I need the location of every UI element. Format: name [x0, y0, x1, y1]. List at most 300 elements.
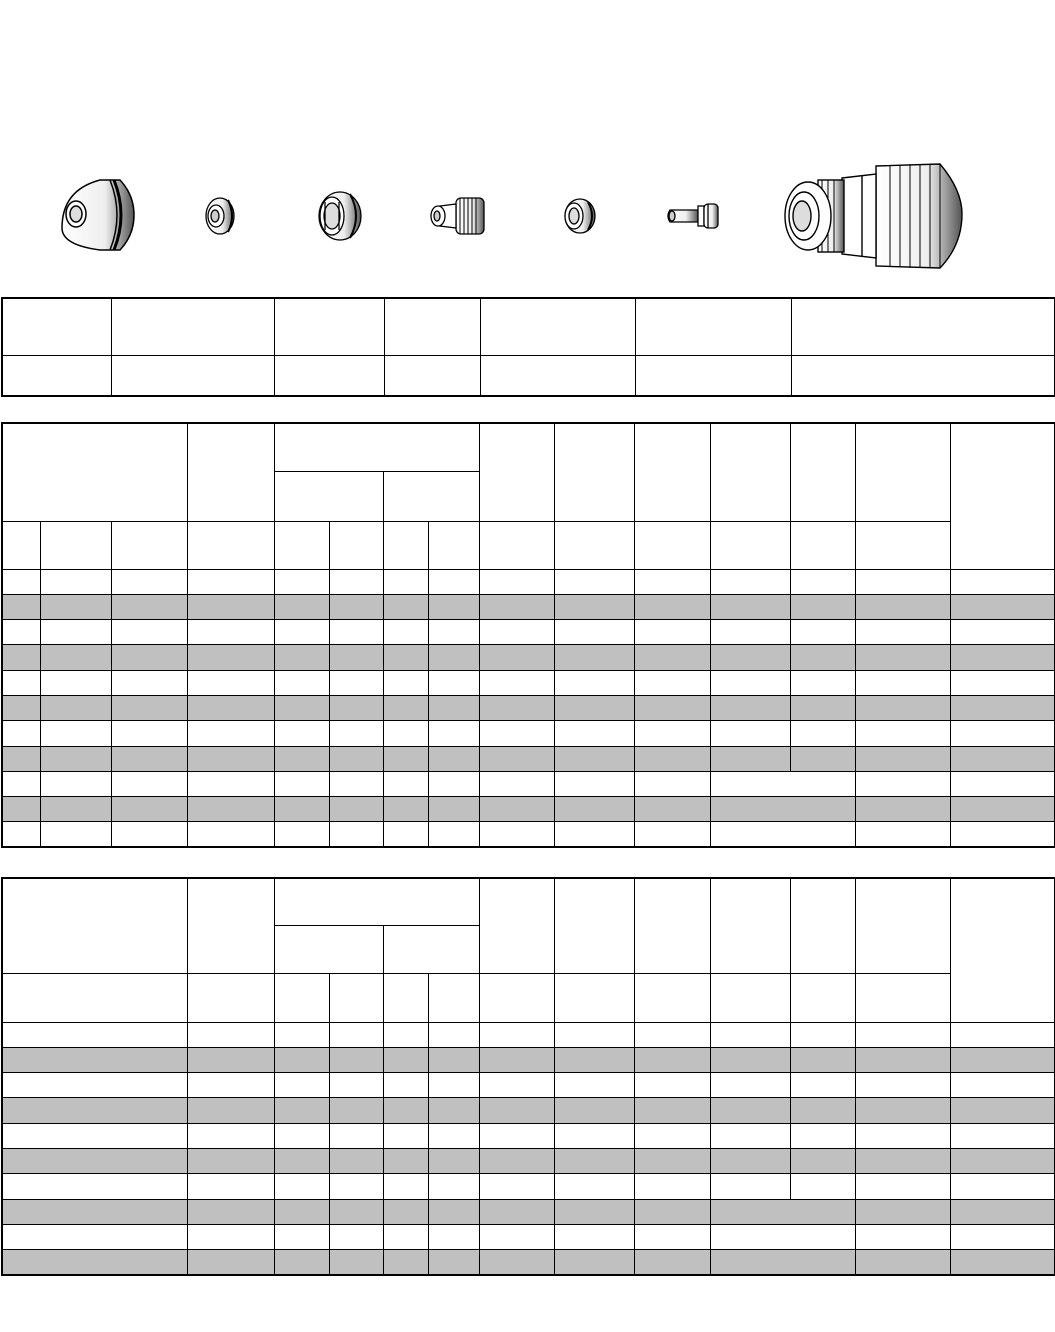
table-cell: [634, 670, 710, 695]
part-number-cell: [384, 355, 480, 396]
table-cell: [40, 670, 111, 695]
table-cell: [634, 1250, 710, 1275]
table-cell: [383, 620, 428, 645]
table-cell: [634, 822, 710, 847]
table-cell: [274, 620, 329, 645]
table-cell: [329, 1098, 383, 1123]
table-cell: [383, 1047, 428, 1072]
table-cell: [710, 645, 790, 670]
part-number-cell: [635, 355, 791, 396]
table-cell: [274, 645, 329, 670]
header-cell: [480, 298, 635, 355]
header-cell: [710, 878, 790, 973]
header-cell: [329, 521, 383, 569]
table-cell: [950, 670, 1055, 695]
table-cell: [111, 746, 187, 771]
table-cell: [855, 721, 950, 746]
table-cell: [710, 1199, 855, 1224]
table-cell: [950, 822, 1055, 847]
table-cell: [479, 721, 554, 746]
table-cell: [554, 1174, 634, 1199]
table-cell: [329, 620, 383, 645]
table-cell: [710, 1047, 790, 1072]
table-cell: [187, 1148, 274, 1173]
table-cell: [950, 569, 1055, 594]
table-cell: [40, 797, 111, 822]
table-cell: [950, 1022, 1055, 1047]
header-cell: [950, 423, 1055, 569]
table-cell: [634, 1123, 710, 1148]
table-row: [2, 1123, 1055, 1148]
table-cell: [187, 569, 274, 594]
table-cell: [2, 721, 40, 746]
table-cell: [2, 1022, 187, 1047]
table-cell: [187, 1224, 274, 1249]
table-cell: [950, 797, 1055, 822]
table-cell: [479, 569, 554, 594]
table-cell: [855, 1073, 950, 1098]
table-cell: [2, 645, 40, 670]
retaining-cap-icon: [319, 192, 361, 240]
table-cell: [40, 746, 111, 771]
table-cell: [554, 771, 634, 796]
header-cell: [274, 878, 479, 925]
table-cell: [274, 1098, 329, 1123]
table-cell: [2, 771, 40, 796]
table-cell: [187, 721, 274, 746]
table-cell: [855, 746, 950, 771]
table-cell: [634, 645, 710, 670]
header-cell: [479, 878, 554, 973]
table-cell: [950, 1224, 1055, 1249]
table-cell: [329, 1047, 383, 1072]
table-cell: [428, 1123, 479, 1148]
header-cell: [2, 973, 187, 1022]
table-cell: [2, 1047, 187, 1072]
table-cell: [2, 1098, 187, 1123]
table-cell: [790, 1098, 855, 1123]
table-cell: [950, 1199, 1055, 1224]
header-cell: [479, 521, 554, 569]
table-cell: [329, 1199, 383, 1224]
table-cell: [710, 670, 790, 695]
table-cell: [2, 1224, 187, 1249]
table-cell: [383, 670, 428, 695]
table-cell: [2, 1073, 187, 1098]
table-row: [2, 1148, 1055, 1173]
header-cell: [428, 521, 479, 569]
table-cell: [383, 797, 428, 822]
torch-body-icon: [785, 164, 962, 268]
table-cell: [40, 594, 111, 619]
table-cell: [554, 695, 634, 720]
table-cell: [187, 620, 274, 645]
table-cell: [634, 1224, 710, 1249]
part-number-cell: [791, 355, 1055, 396]
table-row: [2, 1199, 1055, 1224]
table-cell: [855, 1022, 950, 1047]
table-cell: [479, 670, 554, 695]
header-cell: [274, 298, 384, 355]
table-cell: [329, 721, 383, 746]
table-cell: [790, 620, 855, 645]
table-cell: [274, 1148, 329, 1173]
table-cell: [187, 1250, 274, 1275]
table-cell: [855, 1047, 950, 1072]
table-cell: [479, 1123, 554, 1148]
table-cell: [274, 1123, 329, 1148]
table-row: [2, 721, 1055, 746]
table-row: [2, 797, 1055, 822]
table-cell: [428, 1224, 479, 1249]
header-cell: [2, 298, 111, 355]
table-cell: [274, 1073, 329, 1098]
table-cell: [383, 594, 428, 619]
table-cell: [855, 1174, 950, 1199]
table-cell: [554, 645, 634, 670]
header-cell: [383, 925, 479, 973]
table-cell: [790, 1073, 855, 1098]
table-cell: [329, 569, 383, 594]
table-cell: [187, 1174, 274, 1199]
table-cell: [187, 1047, 274, 1072]
table-cell: [855, 620, 950, 645]
table-cell: [554, 822, 634, 847]
table-cell: [2, 1123, 187, 1148]
table-row: [2, 670, 1055, 695]
part-number-cell: [274, 355, 384, 396]
table-cell: [2, 746, 40, 771]
header-cell: [383, 521, 428, 569]
header-cell: [635, 298, 791, 355]
table-cell: [329, 1073, 383, 1098]
table-cell: [855, 569, 950, 594]
table-cell: [40, 771, 111, 796]
table-cell: [274, 1250, 329, 1275]
table-cell: [383, 1073, 428, 1098]
table-row: [2, 695, 1055, 720]
table-cell: [855, 1148, 950, 1173]
table-cell: [634, 1047, 710, 1072]
header-cell: [855, 521, 950, 569]
table-cell: [855, 645, 950, 670]
header-cell: [710, 423, 790, 521]
table-cell: [274, 797, 329, 822]
table-cell: [274, 1199, 329, 1224]
table-row: [2, 1250, 1055, 1275]
table-cell: [428, 1022, 479, 1047]
table-cell: [479, 822, 554, 847]
table-row: [2, 1174, 1055, 1199]
table-cell: [950, 1148, 1055, 1173]
table-cell: [428, 670, 479, 695]
header-cell: [274, 423, 479, 471]
table-cell: [111, 797, 187, 822]
table-cell: [479, 1148, 554, 1173]
table-cell: [329, 1123, 383, 1148]
table-cell: [40, 822, 111, 847]
table-cell: [855, 594, 950, 619]
header-cell: [187, 878, 274, 973]
table-cell: [479, 695, 554, 720]
header-cell: [855, 878, 950, 973]
header-cell: [790, 423, 855, 521]
table-cell: [2, 822, 40, 847]
table-cell: [383, 771, 428, 796]
table-row: [2, 1098, 1055, 1123]
table-cell: [329, 1022, 383, 1047]
table-cell: [187, 1022, 274, 1047]
table-a-body: [2, 569, 1055, 847]
table-cell: [329, 746, 383, 771]
table-cell: [383, 1098, 428, 1123]
table-cell: [383, 1022, 428, 1047]
table-cell: [274, 721, 329, 746]
table-cell: [428, 797, 479, 822]
table-cell: [329, 1174, 383, 1199]
table-cell: [329, 1250, 383, 1275]
table-cell: [187, 1199, 274, 1224]
table-cell: [950, 594, 1055, 619]
table-cell: [554, 1073, 634, 1098]
table-cell: [479, 1224, 554, 1249]
table-cell: [274, 771, 329, 796]
header-cell: [428, 973, 479, 1022]
table-cell: [383, 1174, 428, 1199]
table-cell: [329, 1224, 383, 1249]
table-cell: [383, 822, 428, 847]
table-cell: [329, 1148, 383, 1173]
table-cell: [554, 1022, 634, 1047]
table-cell: [790, 1148, 855, 1173]
part-number-cell: [2, 355, 111, 396]
table-cell: [428, 695, 479, 720]
header-cell: [274, 471, 383, 521]
table-row: [2, 620, 1055, 645]
table-cell: [187, 594, 274, 619]
swirl-ring-icon: [565, 199, 595, 233]
table-cell: [790, 670, 855, 695]
table-cell: [187, 1073, 274, 1098]
table-cell: [950, 645, 1055, 670]
header-cell: [634, 423, 710, 521]
header-cell: [554, 973, 634, 1022]
header-cell: [274, 973, 329, 1022]
table-cell: [950, 695, 1055, 720]
table-cell: [855, 695, 950, 720]
header-cell: [384, 298, 480, 355]
table-row: [2, 1073, 1055, 1098]
table-cell: [2, 1250, 187, 1275]
header-cell: [710, 521, 790, 569]
table-cell: [428, 746, 479, 771]
table-cell: [383, 1199, 428, 1224]
table-cell: [428, 1073, 479, 1098]
table-cell: [40, 695, 111, 720]
table-cell: [274, 569, 329, 594]
header-cell: [554, 521, 634, 569]
table-cell: [187, 670, 274, 695]
table-cell: [634, 695, 710, 720]
header-cell: [791, 298, 1055, 355]
table-cell: [790, 594, 855, 619]
table-cell: [710, 1174, 790, 1199]
table-cell: [329, 594, 383, 619]
table-cell: [855, 1199, 950, 1224]
table-cell: [634, 1148, 710, 1173]
table-cell: [950, 1174, 1055, 1199]
header-cell: [790, 878, 855, 973]
table-cell: [710, 746, 790, 771]
table-cell: [479, 746, 554, 771]
header-cell: [111, 298, 274, 355]
header-cell: [554, 423, 634, 521]
table-cell: [111, 594, 187, 619]
table-row: [2, 594, 1055, 619]
table-cell: [2, 695, 40, 720]
table-cell: [634, 594, 710, 619]
table-cell: [790, 695, 855, 720]
table-cell: [634, 1098, 710, 1123]
table-row: [2, 569, 1055, 594]
table-cell: [479, 620, 554, 645]
table-cell: [329, 695, 383, 720]
table-cell: [274, 1224, 329, 1249]
table-cell: [634, 1022, 710, 1047]
table-cell: [383, 645, 428, 670]
table-cell: [710, 1073, 790, 1098]
table-cell: [710, 771, 855, 796]
header-cell: [2, 878, 187, 973]
table-cell: [950, 620, 1055, 645]
table-cell: [790, 1123, 855, 1148]
table-cell: [554, 1224, 634, 1249]
header-cell: [187, 973, 274, 1022]
table-cell: [710, 1148, 790, 1173]
table-cell: [479, 1073, 554, 1098]
table-cell: [790, 1047, 855, 1072]
table-cell: [479, 645, 554, 670]
table-cell: [111, 645, 187, 670]
table-cell: [187, 645, 274, 670]
part-number-cell: [480, 355, 635, 396]
table-cell: [790, 721, 855, 746]
table-row: [2, 746, 1055, 771]
table-cell: [111, 695, 187, 720]
table-cell: [111, 822, 187, 847]
table-cell: [790, 569, 855, 594]
table-b-body: [2, 1022, 1055, 1275]
table-cell: [554, 1199, 634, 1224]
header-cell: [790, 521, 855, 569]
table-cell: [950, 1098, 1055, 1123]
table-cell: [710, 1022, 790, 1047]
header-cell: [790, 973, 855, 1022]
header-cell: [40, 521, 111, 569]
table-cell: [40, 569, 111, 594]
table-cell: [855, 1250, 950, 1275]
table-cell: [2, 797, 40, 822]
header-cell: [479, 973, 554, 1022]
table-cell: [710, 822, 855, 847]
table-cell: [634, 1199, 710, 1224]
header-cell: [710, 973, 790, 1022]
header-cell: [383, 471, 479, 521]
header-cell: [479, 423, 554, 521]
table-cell: [634, 771, 710, 796]
table-cell: [554, 569, 634, 594]
table-cell: [855, 771, 950, 796]
table-cell: [950, 1047, 1055, 1072]
table-cell: [710, 620, 790, 645]
table-cell: [383, 1250, 428, 1275]
cut-chart-table-b: [1, 877, 1055, 1276]
table-cell: [479, 797, 554, 822]
table-cell: [790, 1022, 855, 1047]
table-row: [2, 645, 1055, 670]
table-cell: [710, 797, 855, 822]
table-cell: [554, 797, 634, 822]
table-cell: [634, 620, 710, 645]
table-cell: [428, 721, 479, 746]
table-cell: [428, 645, 479, 670]
table-cell: [554, 1123, 634, 1148]
header-cell: [2, 423, 187, 521]
table-cell: [274, 594, 329, 619]
table-cell: [187, 822, 274, 847]
table-cell: [2, 620, 40, 645]
table-cell: [329, 797, 383, 822]
table-cell: [950, 1123, 1055, 1148]
table-cell: [554, 721, 634, 746]
header-cell: [274, 925, 383, 973]
table-cell: [2, 594, 40, 619]
table-cell: [428, 822, 479, 847]
table-cell: [187, 746, 274, 771]
table-cell: [2, 1199, 187, 1224]
table-cell: [274, 822, 329, 847]
header-cell: [950, 878, 1055, 1022]
table-cell: [2, 670, 40, 695]
table-cell: [855, 1098, 950, 1123]
table-cell: [383, 746, 428, 771]
table-cell: [187, 771, 274, 796]
shield-cap-icon: [206, 198, 234, 234]
table-cell: [428, 1098, 479, 1123]
table-row: [2, 1224, 1055, 1249]
table-cell: [710, 695, 790, 720]
table-cell: [428, 620, 479, 645]
table-cell: [274, 746, 329, 771]
table-cell: [790, 645, 855, 670]
table-cell: [383, 1148, 428, 1173]
table-cell: [855, 670, 950, 695]
table-cell: [554, 746, 634, 771]
header-cell: [274, 521, 329, 569]
table-cell: [479, 594, 554, 619]
header-cell: [634, 878, 710, 973]
table-cell: [554, 594, 634, 619]
table-cell: [2, 1148, 187, 1173]
table-cell: [187, 1098, 274, 1123]
header-cell: [855, 423, 950, 521]
table-cell: [950, 1073, 1055, 1098]
table-cell: [710, 1224, 855, 1249]
header-cell: [554, 878, 634, 973]
table-cell: [554, 1047, 634, 1072]
table-cell: [479, 1174, 554, 1199]
header-cell: [111, 521, 187, 569]
